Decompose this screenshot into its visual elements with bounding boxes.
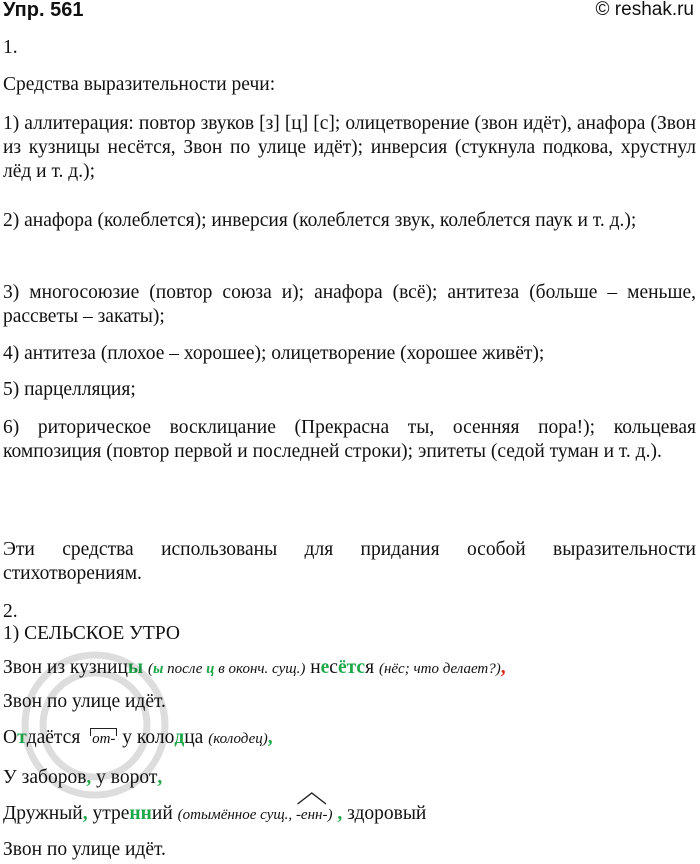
- suffix-mark: -енн-: [296, 803, 328, 827]
- site-credit: © reshak.ru: [595, 0, 694, 20]
- page-header: [0, 0, 700, 28]
- highlight-letter: нн: [129, 803, 152, 824]
- punctuation-mark: ,: [86, 767, 92, 788]
- exercise-title: Упр. 561: [3, 0, 84, 21]
- poem-line-1: [3, 656, 696, 681]
- poem-line-6: Звон по улице идёт.: [3, 839, 166, 860]
- word: Звон из кузниц: [3, 657, 128, 678]
- item-3: 3) многосоюзие (повтор союза и); анафора (всё); антитеза (больше – меньше, рассветы – закаты);: [3, 282, 696, 327]
- punctuation-mark: ,: [500, 657, 506, 678]
- suffix-arc-icon: [296, 791, 328, 805]
- grammar-note: (нёс; что делает?): [378, 661, 501, 677]
- grammar-note: (ы после ц в оконч. сущ.): [147, 661, 306, 677]
- punctuation-mark: ,: [267, 727, 273, 748]
- item-4: 4) антитеза (плохое – хорошее); олицетворение (хорошее живёт);: [3, 343, 545, 364]
- item-5: 5) парцелляция;: [3, 379, 136, 400]
- grammar-note: (отымённое сущ., -енн-): [178, 807, 333, 823]
- punctuation-mark: ,: [332, 803, 343, 824]
- poem-line-3: Отдаётся от- у колодца (колодец),: [3, 726, 696, 751]
- poem-line-2: Звон по улице идёт.: [3, 691, 166, 712]
- punctuation-mark: ,: [82, 803, 88, 824]
- item-6: 6) риторическое восклицание (Прекрасна ты, осенняя пора!); кольцевая композиция (повтор первой и последней строки); эпитеты (седой туман и т. д.).: [3, 417, 696, 462]
- conclusion: Эти средства использованы для придания особой выразительности стихотворениям.: [3, 539, 696, 584]
- grammar-note: (колодец): [208, 731, 268, 747]
- highlight-letter: д: [174, 727, 185, 748]
- highlight-letter: ы: [127, 657, 144, 678]
- part1-number: 1.: [3, 37, 18, 58]
- prefix-mark: от-: [90, 727, 117, 751]
- word: несётся: [310, 657, 375, 678]
- poem-line-5: Дружный, утренний (отымённое сущ., -енн-) , здоровый: [3, 802, 696, 827]
- poem-title: 1) СЕЛЬСКОЕ УТРО: [3, 623, 180, 644]
- punctuation-mark: ,: [157, 767, 163, 788]
- part2-number: 2.: [3, 601, 18, 622]
- highlight-letter: т: [17, 727, 27, 748]
- item-2: 2) анафора (колеблется); инверсия (колеблется звук, колеблется паук и т. д.);: [3, 210, 637, 231]
- part1-intro: Средства выразительности речи:: [3, 74, 276, 95]
- item-1: 1) аллитерация: повтор звуков [з] [ц] [с]; олицетворение (звон идёт), анафора (Звон из кузницы несётся, Звон по улице идёт); инверсия (стукнула подкова, хрустнул лёд и т. д.);: [3, 113, 696, 182]
- poem-line-4: У заборов, у ворот,: [3, 767, 163, 788]
